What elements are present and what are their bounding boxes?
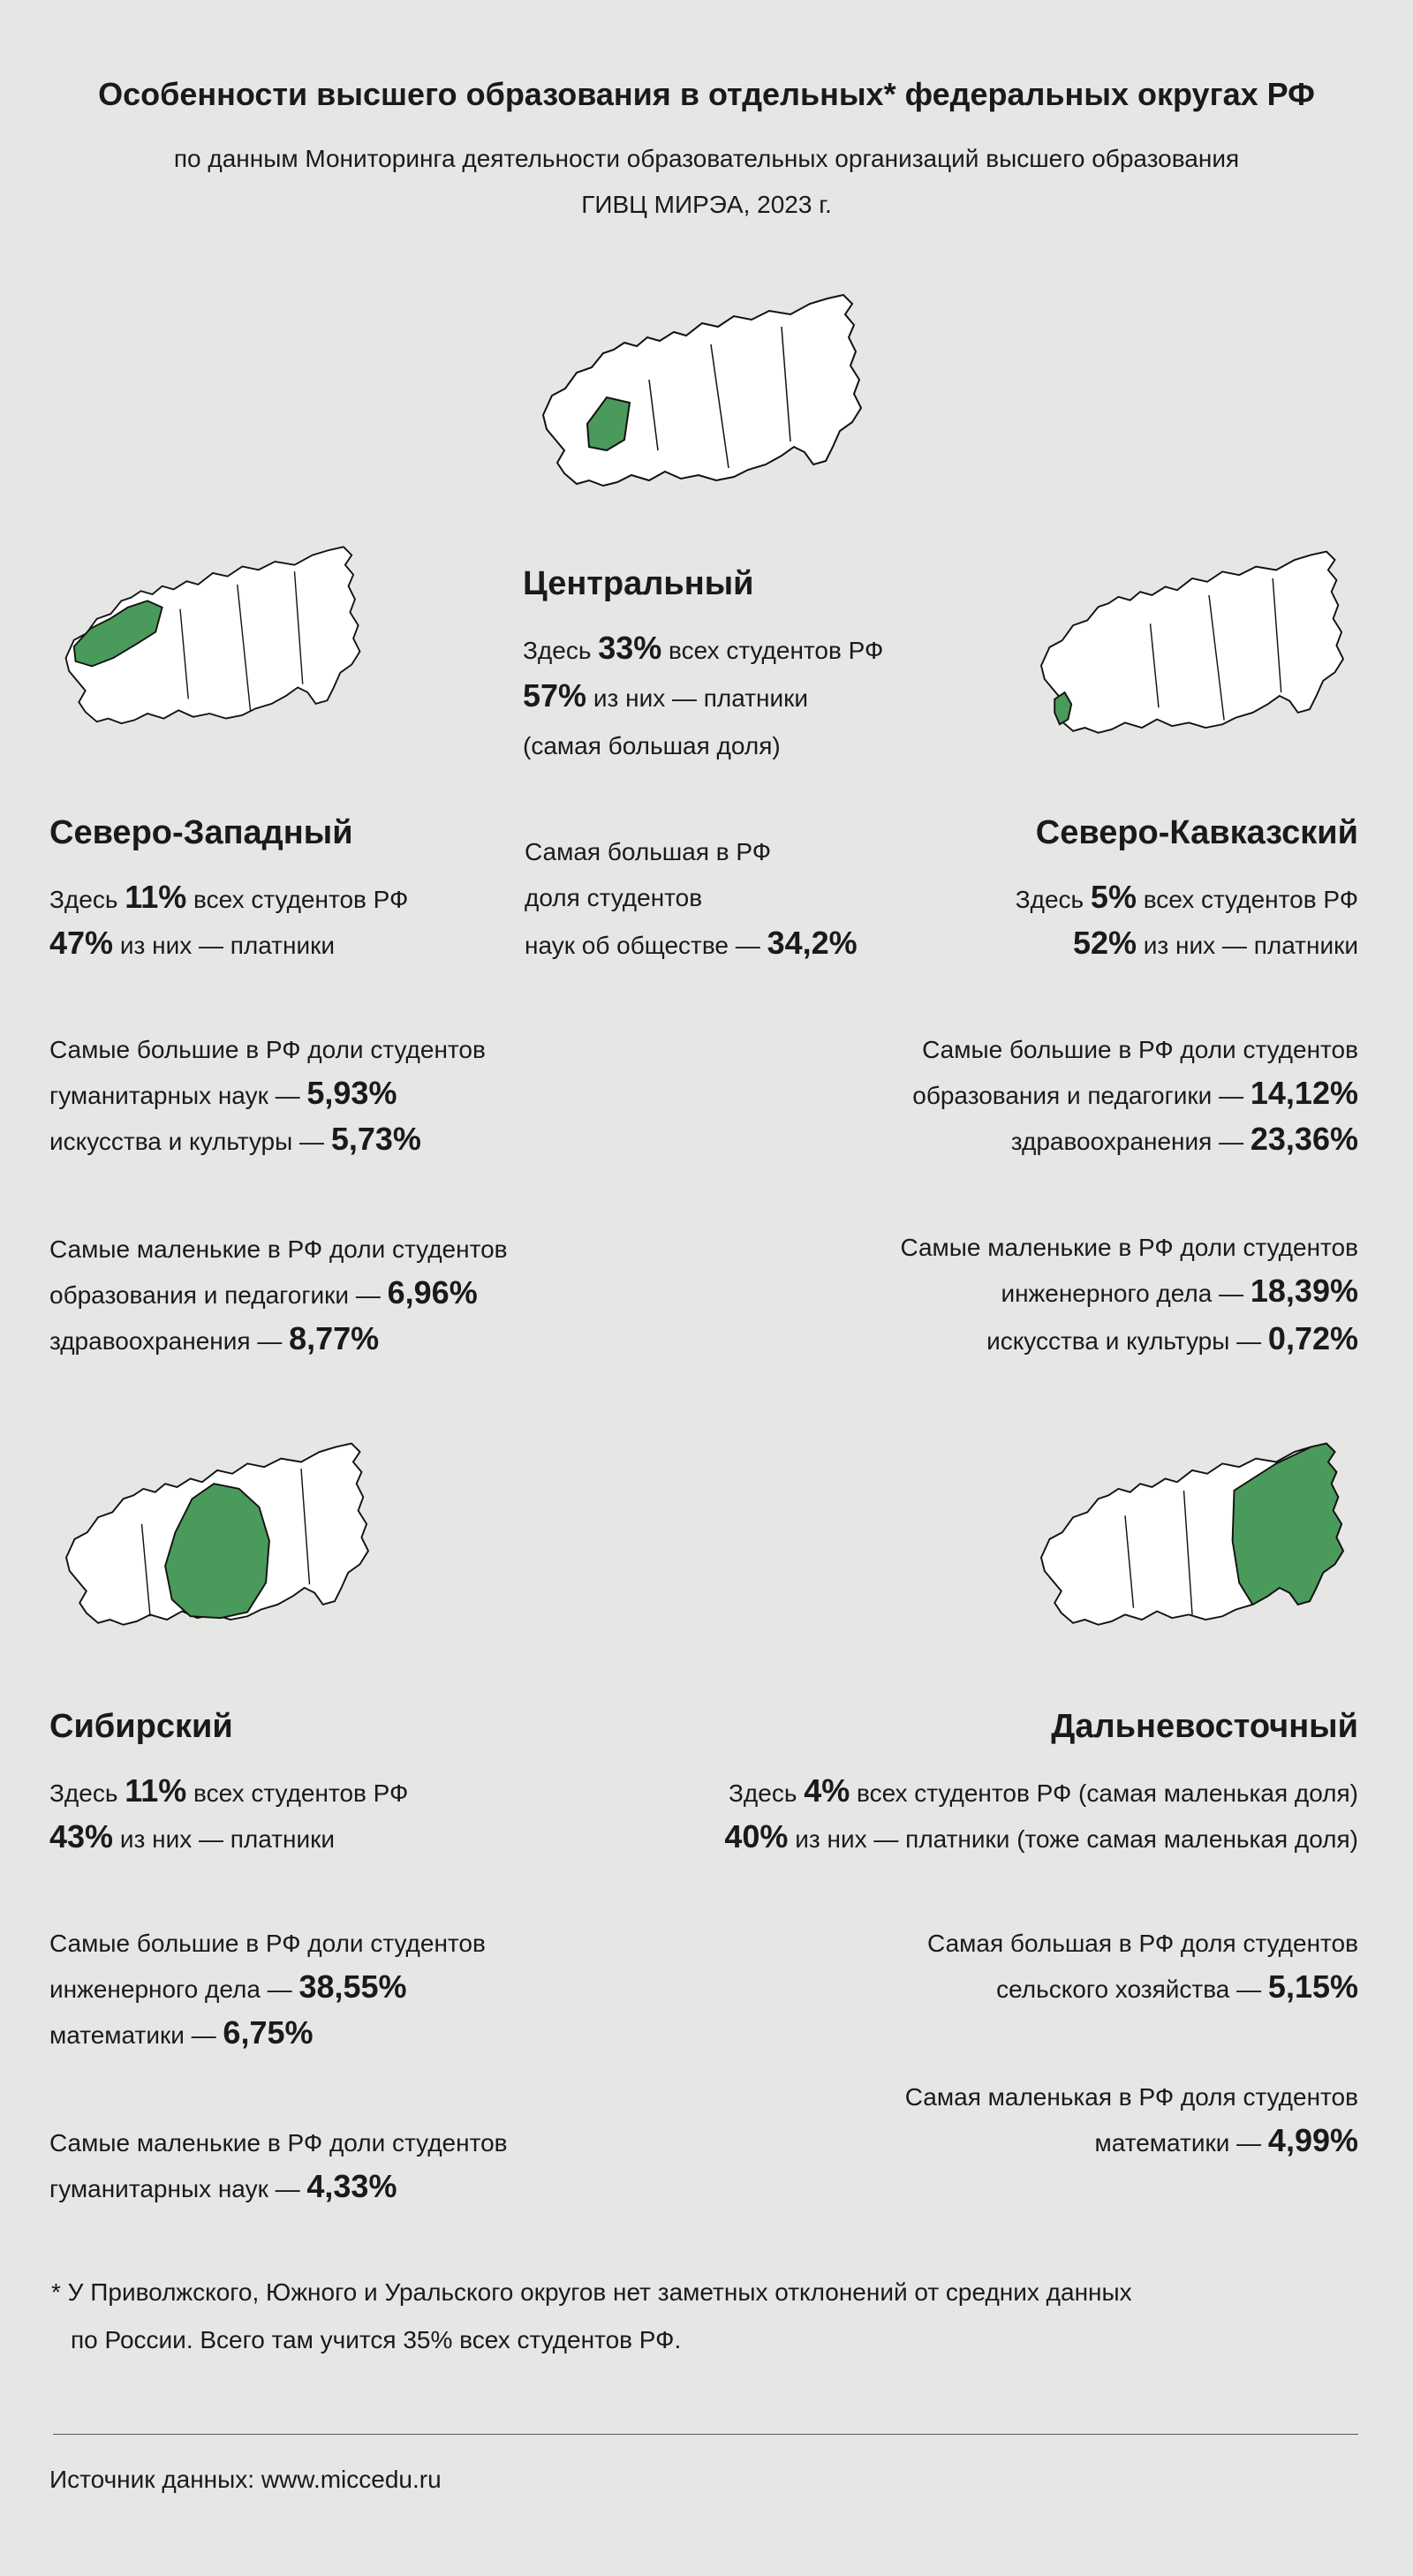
central-title: Центральный xyxy=(523,565,754,602)
northwest-largest-1: гуманитарных наук — 5,93% xyxy=(49,1075,397,1111)
northcaucasus-largest-heading: Самые большие в РФ доли студентов xyxy=(922,1036,1358,1063)
footnote-line-2: по России. Всего там учится 35% всех студентов РФ. xyxy=(71,2326,682,2353)
northcaucasus-smallest-1: инженерного дела — 18,39% xyxy=(1001,1273,1358,1309)
siberia-smallest-heading: Самые маленькие в РФ доли студентов xyxy=(49,2129,508,2157)
siberia-title: Сибирский xyxy=(49,1708,233,1745)
northwest-district-map xyxy=(49,540,376,735)
fareast-students: Здесь 4% всех студентов РФ (самая маленькая доля) xyxy=(729,1772,1358,1809)
siberia-students: Здесь 11% всех студентов РФ xyxy=(49,1772,409,1809)
northcaucasus-students: Здесь 5% всех студентов РФ xyxy=(1015,879,1358,915)
subtitle-line-1: по данным Мониторинга деятельности образовательных организаций высшего образования xyxy=(173,145,1240,172)
central-fact-line-3: наук об обществе — 34,2% xyxy=(525,925,858,961)
siberia-smallest-1: гуманитарных наук — 4,33% xyxy=(49,2168,397,2204)
northwest-smallest-heading: Самые маленькие в РФ доли студентов xyxy=(49,1235,508,1263)
northcaucasus-smallest-heading: Самые маленькие в РФ доли студентов xyxy=(900,1234,1358,1261)
source-note: Источник данных: www.miccedu.ru xyxy=(49,2466,442,2493)
central-students: Здесь 33% всех студентов РФ xyxy=(523,630,884,666)
central-paid: 57% из них — платники xyxy=(523,677,809,714)
central-district-map xyxy=(521,291,883,495)
fareast-largest-heading: Самая большая в РФ доля студентов xyxy=(927,1930,1358,1957)
northwest-smallest-2: здравоохранения — 8,77% xyxy=(49,1320,380,1356)
northcaucasus-district-map xyxy=(1024,548,1360,742)
fareast-paid: 40% из них — платники (тоже самая маленькая доля) xyxy=(724,1818,1358,1855)
page-title: Особенности высшего образования в отдельных* федеральных округах РФ xyxy=(98,76,1315,112)
fareast-title: Дальневосточный xyxy=(1051,1708,1358,1745)
fareast-district-map xyxy=(1024,1439,1360,1634)
northcaucasus-largest-1: образования и педагогики — 14,12% xyxy=(912,1075,1358,1111)
siberia-largest-1: инженерного дела — 38,55% xyxy=(49,1968,407,2005)
northcaucasus-largest-2: здравоохранения — 23,36% xyxy=(1010,1121,1358,1157)
northwest-smallest-1: образования и педагогики — 6,96% xyxy=(49,1274,478,1311)
northwest-largest-heading: Самые большие в РФ доли студентов xyxy=(49,1036,486,1063)
siberia-paid: 43% из них — платники xyxy=(49,1818,336,1855)
central-note: (самая большая доля) xyxy=(523,732,781,759)
fareast-smallest-heading: Самая маленькая в РФ доля студентов xyxy=(904,2083,1358,2111)
northwest-paid: 47% из них — платники xyxy=(49,925,336,961)
northcaucasus-paid: 52% из них — платники xyxy=(1072,925,1358,961)
siberia-district-map xyxy=(49,1439,385,1634)
fareast-largest-1: сельского хозяйства — 5,15% xyxy=(996,1968,1358,2005)
central-fact-line-2: доля студентов xyxy=(525,884,703,911)
subtitle-line-2: ГИВЦ МИРЭА, 2023 г. xyxy=(581,191,832,218)
northwest-title: Северо-Западный xyxy=(49,814,353,851)
northcaucasus-smallest-2: искусства и культуры — 0,72% xyxy=(986,1320,1358,1356)
siberia-largest-2: математики — 6,75% xyxy=(49,2014,314,2051)
northwest-largest-2: искусства и культуры — 5,73% xyxy=(49,1121,421,1157)
central-fact-line-1: Самая большая в РФ xyxy=(525,838,772,865)
divider xyxy=(53,2434,1358,2435)
northcaucasus-title: Северо-Кавказский xyxy=(1035,814,1358,851)
footnote-line-1: * У Приволжского, Южного и Уральского округов нет заметных отклонений от средних данных xyxy=(51,2278,1132,2306)
siberia-largest-heading: Самые большие в РФ доли студентов xyxy=(49,1930,486,1957)
northwest-students: Здесь 11% всех студентов РФ xyxy=(49,879,409,915)
fareast-smallest-1: математики — 4,99% xyxy=(1094,2122,1358,2158)
